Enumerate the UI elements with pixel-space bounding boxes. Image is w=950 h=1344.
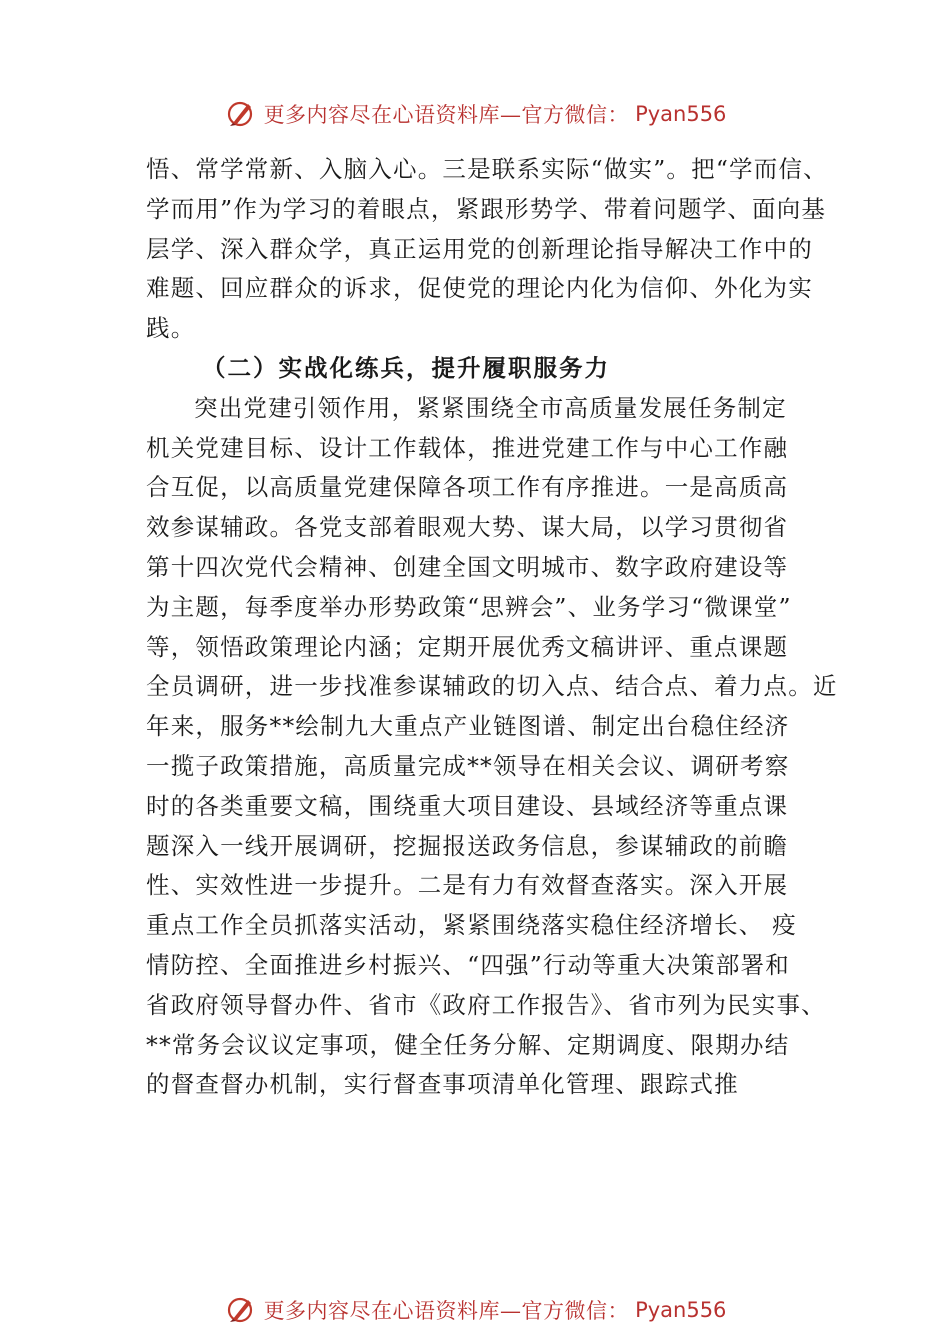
text-line: 重点工作全员抓落实活动，紧紧围绕落实稳住经济增长、 疫 (146, 911, 797, 940)
text-line: 年来，服务**绘制九大重点产业链图谱、制定出台稳住经济 (146, 712, 790, 741)
text-line: 题深入一线开展调研，挖掘报送政务信息，参谋辅政的前瞻 (146, 831, 789, 860)
banner-wechat-id: Pyan556 (635, 102, 727, 126)
text-line: 突出党建引领作用，紧紧围绕全市高质量发展任务制定 (194, 393, 787, 422)
text-line: 的督查督办机制，实行督查事项清单化管理、跟踪式推 (146, 1070, 739, 1099)
text-line: 情防控、全面推进乡村振兴、“四强”行动等重大决策部署和 (146, 950, 790, 979)
footer-banner (0, 1290, 950, 1330)
text-line: 省政府领导督办件、省市《政府工作报告》、省市列为民实事、 (146, 990, 826, 1019)
text-line: **常务会议议定事项，健全任务分解、定期调度、限期办结 (146, 1030, 790, 1059)
text-line: 一揽子政策措施，高质量完成**领导在相关会议、调研考察 (146, 751, 790, 780)
pen-logo-icon (224, 1293, 258, 1327)
text-line: 悟、常学常新、入脑入心。三是联系实际“做实”。把“学而信、 (146, 155, 828, 183)
text-line: 合互促，以高质量党建保障各项工作有序推进。一是高质高 (146, 473, 789, 502)
text-line: 全员调研，进一步找准参谋辅政的切入点、结合点、着力点。近 (146, 672, 838, 701)
text-line: 机关党建目标、设计工作载体，推进党建工作与中心工作融 (146, 433, 789, 462)
text-line: 为主题，每季度举办形势政策“思辨会”、业务学习“微课堂” (146, 592, 792, 621)
text-line: 践。 (146, 314, 196, 343)
text-line: 等，领悟政策理论内涵；定期开展优秀文稿讲评、重点课题 (146, 632, 789, 661)
header-banner (0, 94, 950, 134)
text-line: 性、实效性进一步提升。二是有力有效督查落实。深入开展 (146, 871, 789, 900)
text-line: 效参谋辅政。各党支部着眼观大势、谋大局，以学习贯彻省 (146, 513, 789, 542)
text-line: 层学、深入群众学，真正运用党的创新理论指导解决工作中的 (146, 234, 813, 263)
text-line: 难题、回应群众的诉求，促使党的理论内化为信仰、外化为实 (146, 274, 813, 303)
banner-text: 更多内容尽在心语资料库—官方微信： (263, 103, 630, 127)
pen-logo-icon (224, 97, 258, 131)
text-line: 时的各类重要文稿，围绕重大项目建设、县域经济等重点课 (146, 791, 789, 820)
document-body (146, 150, 838, 1105)
section-heading: （二）实战化练兵，提升履职服务力 (202, 353, 610, 382)
text-line: 第十四次党代会精神、创建全国文明城市、数字政府建设等 (146, 552, 789, 581)
text-line: 学而用”作为学习的着眼点，紧跟形势学、带着问题学、面向基 (146, 194, 827, 223)
banner-wechat-id: Pyan556 (635, 1298, 727, 1322)
banner-text: 更多内容尽在心语资料库—官方微信： (263, 1299, 630, 1323)
